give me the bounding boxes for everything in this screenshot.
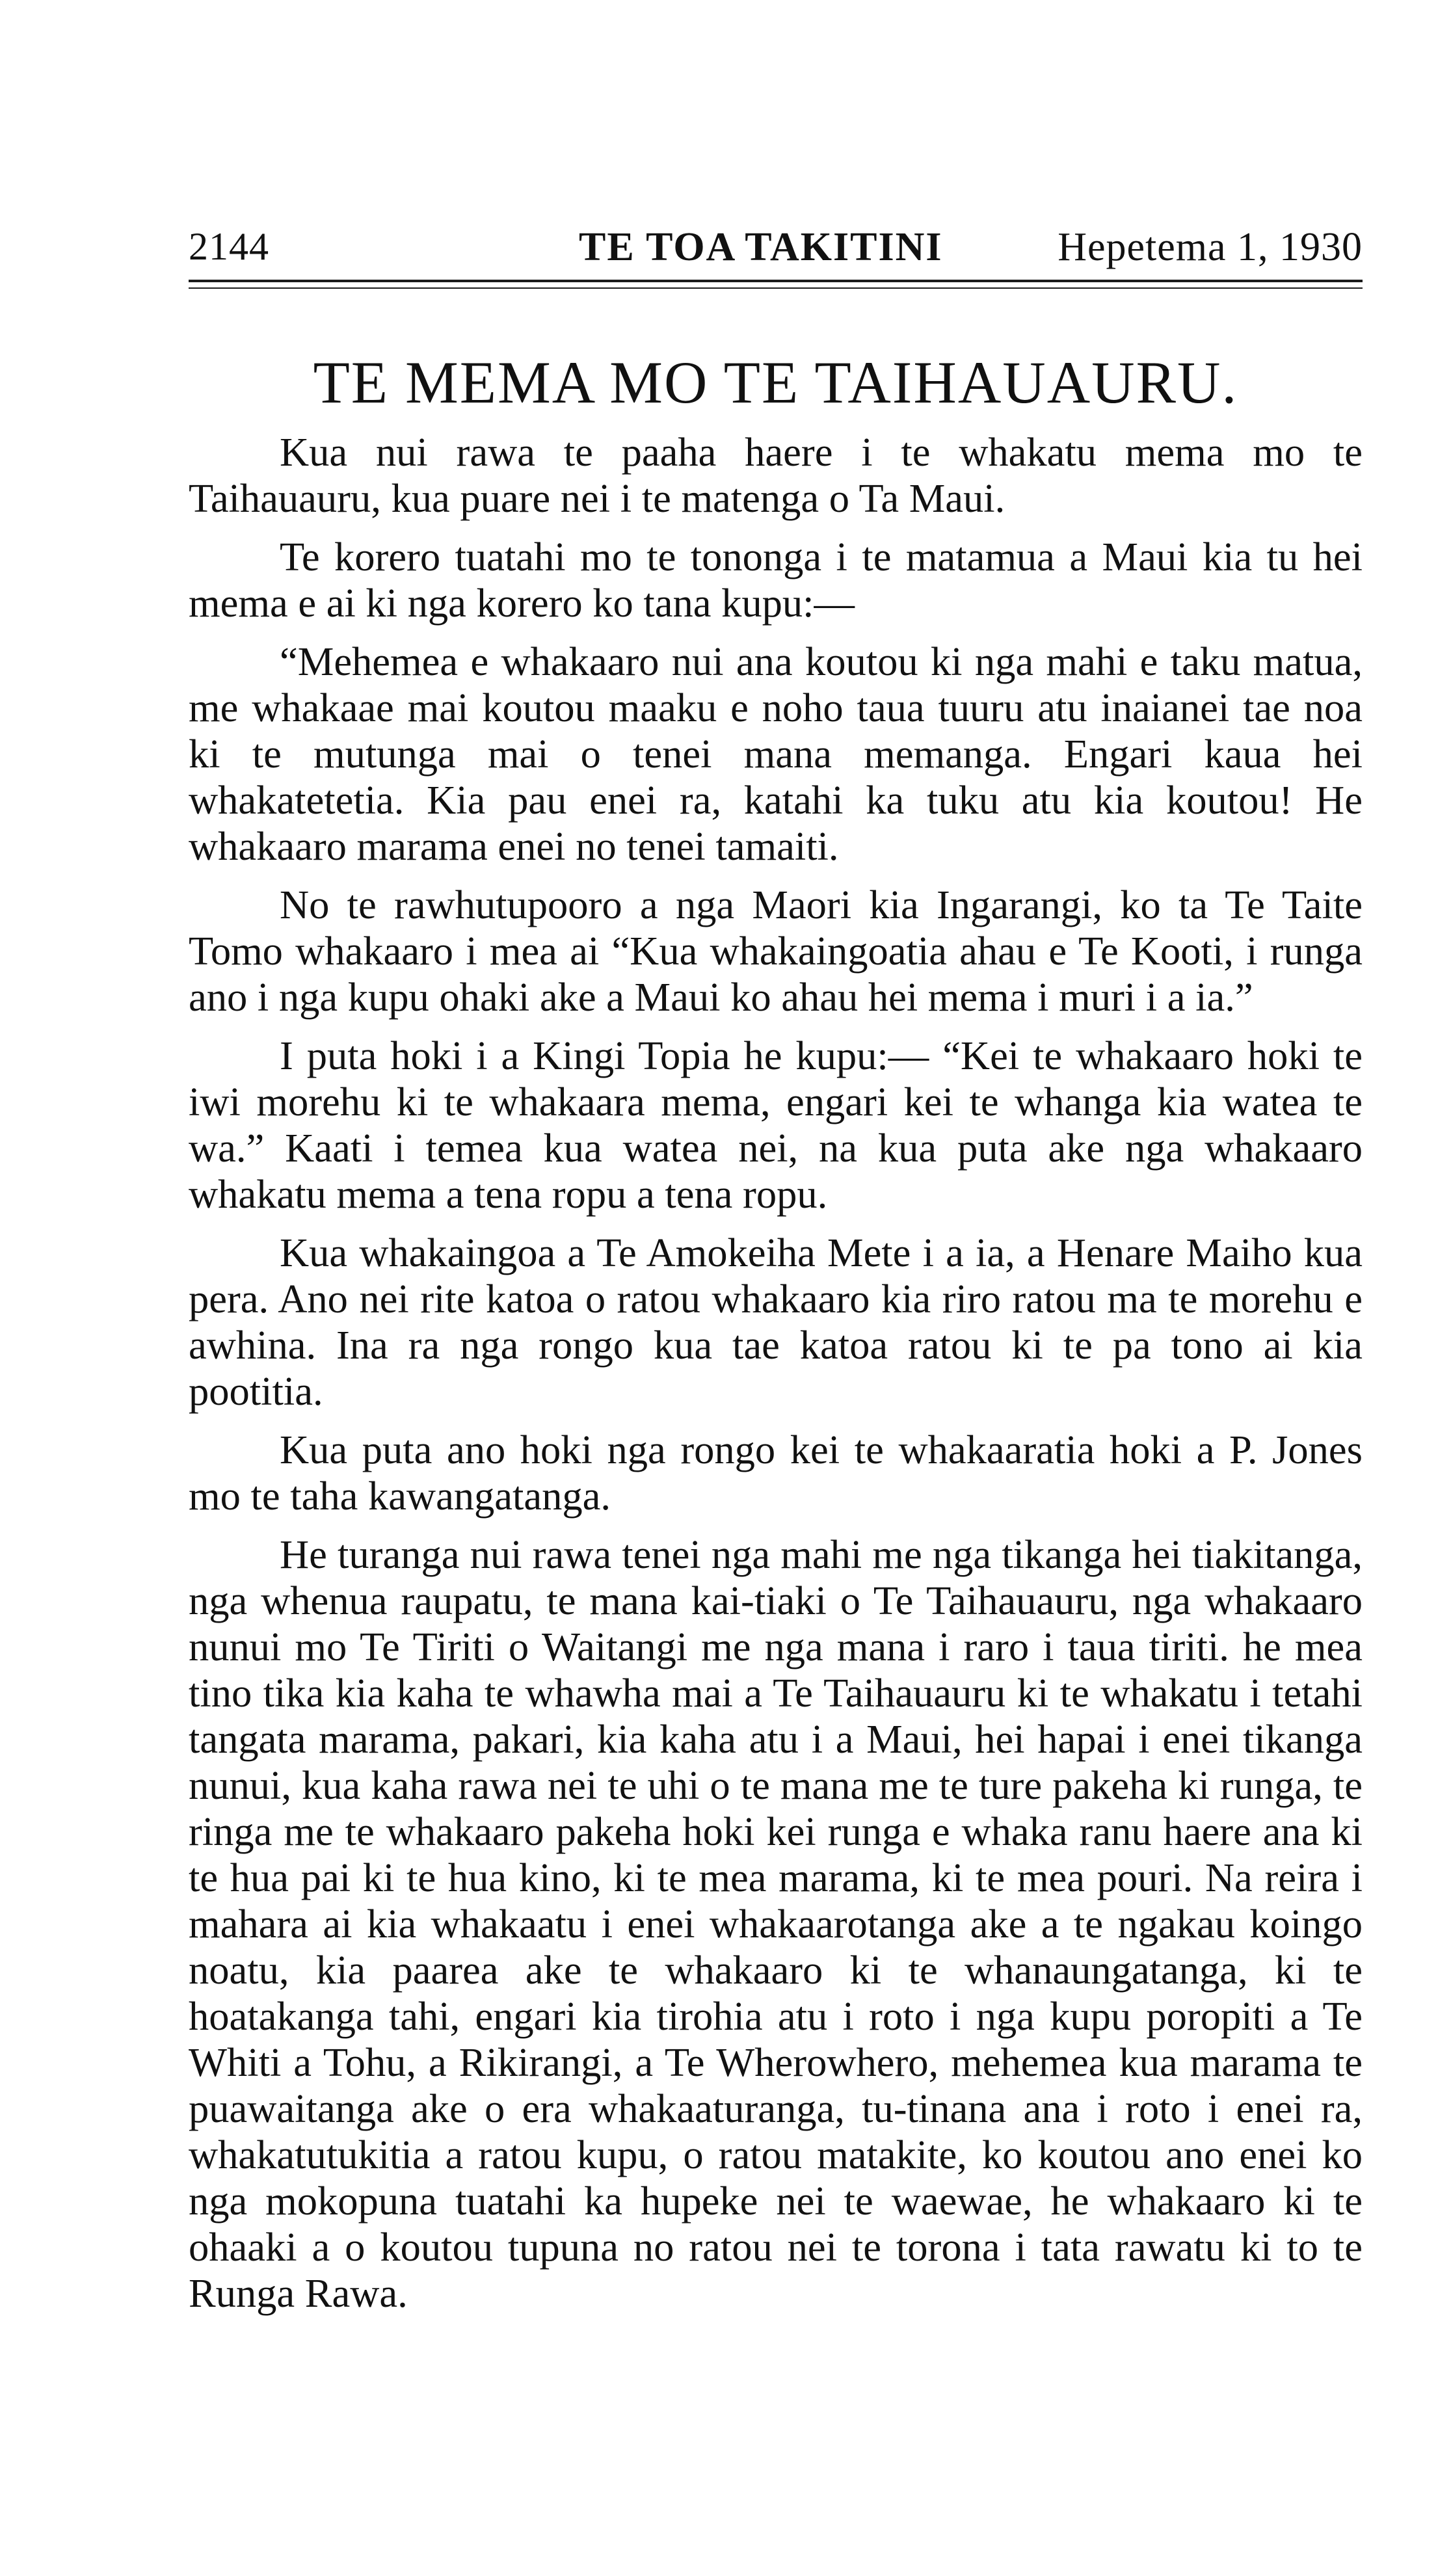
article-body <box>189 429 1363 2329</box>
paragraph-5: I puta hoki i a Kingi Topia he kupu:— “Kei te whakaaro hoki te iwi morehu ki te whakaara mema, engari kei te whanga kia watea te wa.” Kaati i temea kua watea nei, na kua puta ake nga whakaaro whakatu mema a tena ropu a tena ropu. <box>189 1033 1363 1217</box>
paragraph-4: No te rawhutupooro a nga Maori kia Ingarangi, ko ta Te Taite Tomo whakaaro i mea ai “Kua whakaingoatia ahau e Te Kooti, i runga ano i nga kupu ohaki ake a Maui ko ahau hei mema i muri i a ia.” <box>189 882 1363 1020</box>
paragraph-2: Te korero tuatahi mo te tononga i te matamua a Maui kia tu hei mema e ai ki nga korero ko tana kupu:— <box>189 534 1363 626</box>
issue-date: Hepetema 1, 1930 <box>1058 225 1363 269</box>
header-rule-thin <box>189 287 1363 289</box>
paragraph-8: He turanga nui rawa tenei nga mahi me nga tikanga hei tiakitanga, nga whenua raupatu, te mana kai-tiaki o Te Taihauauru, nga whakaaro nunui mo Te Tiriti o Waitangi me nga mana i raro i taua tiriti. he mea tino tika kia kaha te whawha mai a Te Taihauauru ki te whakatu i tetahi tangata marama, pakari, kia kaha atu i a Maui, hei hapai i enei tikanga nunui, kua kaha rawa nei te uhi o te mana me te ture pakeha ki runga, te ringa me te whakaaro pakeha hoki kei runga e whaka ranu haere ana ki te hua pai ki te hua kino, ki te mea marama, ki te mea pouri. Na reira i mahara ai kia whakaatu i enei whakaarotanga ake a te ngakau koingo noatu, kia paarea ake te whakaaro ki te whanaungatanga, ki te hoatakanga tahi, engari kia tirohia atu i roto i nga kupu poropiti a Te Whiti a Tohu, a Rikirangi, a Te Wherowhero, mehemea kua marama te puawaitanga ake o era whakaaturanga, tu-tinana ana i roto i enei ra, whakatutukitia a ratou kupu, o ratou matakite, ko koutou ano enei ko nga mokopuna tuatahi ka hupeke nei te waewae, he whakaaro ki te ohaaki a o koutou tupuna no ratou nei te torona i tata rawatu ki to te Runga Rawa. <box>189 1532 1363 2316</box>
paragraph-3: “Mehemea e whakaaro nui ana koutou ki nga mahi e taku matua, me whakaae mai koutou maaku e noho taua tuuru atu inaianei tae noa ki te mutunga mai o tenei mana memanga. Engari kaua hei whakatetetia. Kia pau enei ra, katahi ka tuku atu kia koutou! He whakaaro marama enei no tenei tamaiti. <box>189 639 1363 869</box>
page-number: 2144 <box>189 225 269 268</box>
running-title: TE TOA TAKITINI <box>579 225 943 269</box>
paragraph-7: Kua puta ano hoki nga rongo kei te whakaaratia hoki a P. Jones mo te taha kawangatanga. <box>189 1427 1363 1519</box>
page-header <box>189 224 1363 283</box>
paragraph-1: Kua nui rawa te paaha haere i te whakatu mema mo te Taihauauru, kua puare nei i te matenga o Ta Maui. <box>189 429 1363 521</box>
paragraph-6: Kua whakaingoa a Te Amokeiha Mete i a ia, a Henare Maiho kua pera. Ano nei rite katoa o ratou whakaaro kia riro ratou ma te morehu e awhina. Ina ra nga rongo kua tae katoa ratou ki te pa tono ai kia pootitia. <box>189 1230 1363 1414</box>
header-rule-thick <box>189 280 1363 282</box>
article-title: TE MEMA MO TE TAIHAUAURU. <box>313 349 1238 416</box>
